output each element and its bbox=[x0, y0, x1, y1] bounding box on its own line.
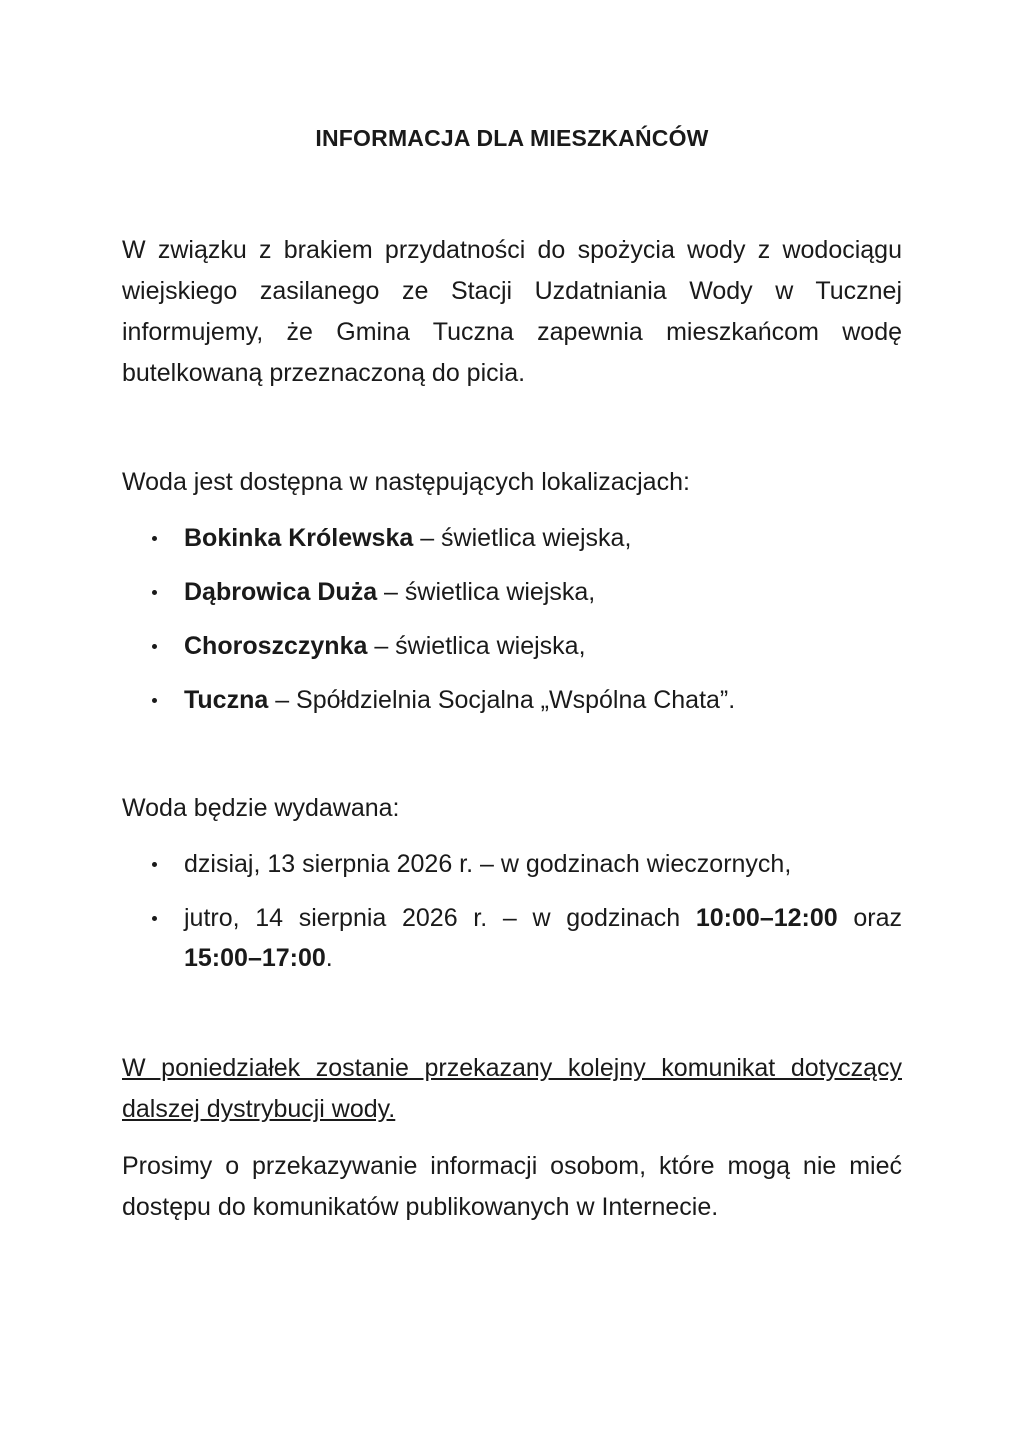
schedule-text: dzisiaj, 13 sierpnia 2026 r. – w godzinach wieczornych, bbox=[184, 850, 792, 878]
request-paragraph: Prosimy o przekazywanie informacji osobom, które mogą nie mieć dostępu do komunikatów publikowanych w Internecie. bbox=[122, 1152, 902, 1221]
list-item bbox=[122, 680, 902, 720]
location-detail: – świetlica wiejska, bbox=[413, 524, 632, 552]
location-name: Bokinka Królewska bbox=[184, 524, 414, 552]
location-detail: – Spółdzielnia Socjalna „Wspólna Chata”. bbox=[268, 686, 736, 714]
list-item bbox=[122, 518, 902, 558]
bullet-icon bbox=[152, 644, 157, 649]
schedule-text: oraz bbox=[837, 904, 902, 932]
location-detail: – świetlica wiejska, bbox=[367, 632, 586, 660]
schedule-text: jutro, 14 sierpnia 2026 r. – w godzinach bbox=[184, 904, 696, 932]
schedule-text: . bbox=[325, 944, 333, 972]
location-name: Dąbrowica Duża bbox=[184, 578, 378, 606]
locations-list bbox=[122, 518, 902, 734]
bullet-icon bbox=[152, 916, 157, 921]
schedule-heading: Woda będzie wydawana: bbox=[122, 794, 400, 822]
bullet-icon bbox=[152, 698, 157, 703]
bullet-icon bbox=[152, 862, 157, 867]
location-name: Choroszczynka bbox=[184, 632, 368, 660]
list-item bbox=[122, 626, 902, 666]
locations-heading: Woda jest dostępna w następujących lokalizacjach: bbox=[122, 468, 690, 496]
schedule-list bbox=[122, 844, 902, 992]
location-name: Tuczna bbox=[184, 686, 269, 714]
schedule-time: 10:00–12:00 bbox=[695, 904, 838, 932]
list-item bbox=[122, 898, 902, 978]
list-item bbox=[122, 572, 902, 612]
bullet-icon bbox=[152, 536, 157, 541]
intro-paragraph: W związku z brakiem przydatności do spożycia wody z wodociągu wiejskiego zasilanego ze Stacji Uzdatniania Wody w Tucznej informujemy, że Gmina Tuczna zapewnia mieszkańcom wodę butelkowaną przeznaczoną do picia. bbox=[122, 236, 902, 387]
location-detail: – świetlica wiejska, bbox=[377, 578, 596, 606]
document-title: INFORMACJA DLA MIESZKAŃCÓW bbox=[315, 125, 709, 151]
bullet-icon bbox=[152, 590, 157, 595]
notice-paragraph: W poniedziałek zostanie przekazany kolejny komunikat dotyczący dalszej dystrybucji wody. bbox=[122, 1054, 902, 1123]
list-item bbox=[122, 844, 902, 884]
schedule-time: 15:00–17:00 bbox=[184, 944, 326, 972]
